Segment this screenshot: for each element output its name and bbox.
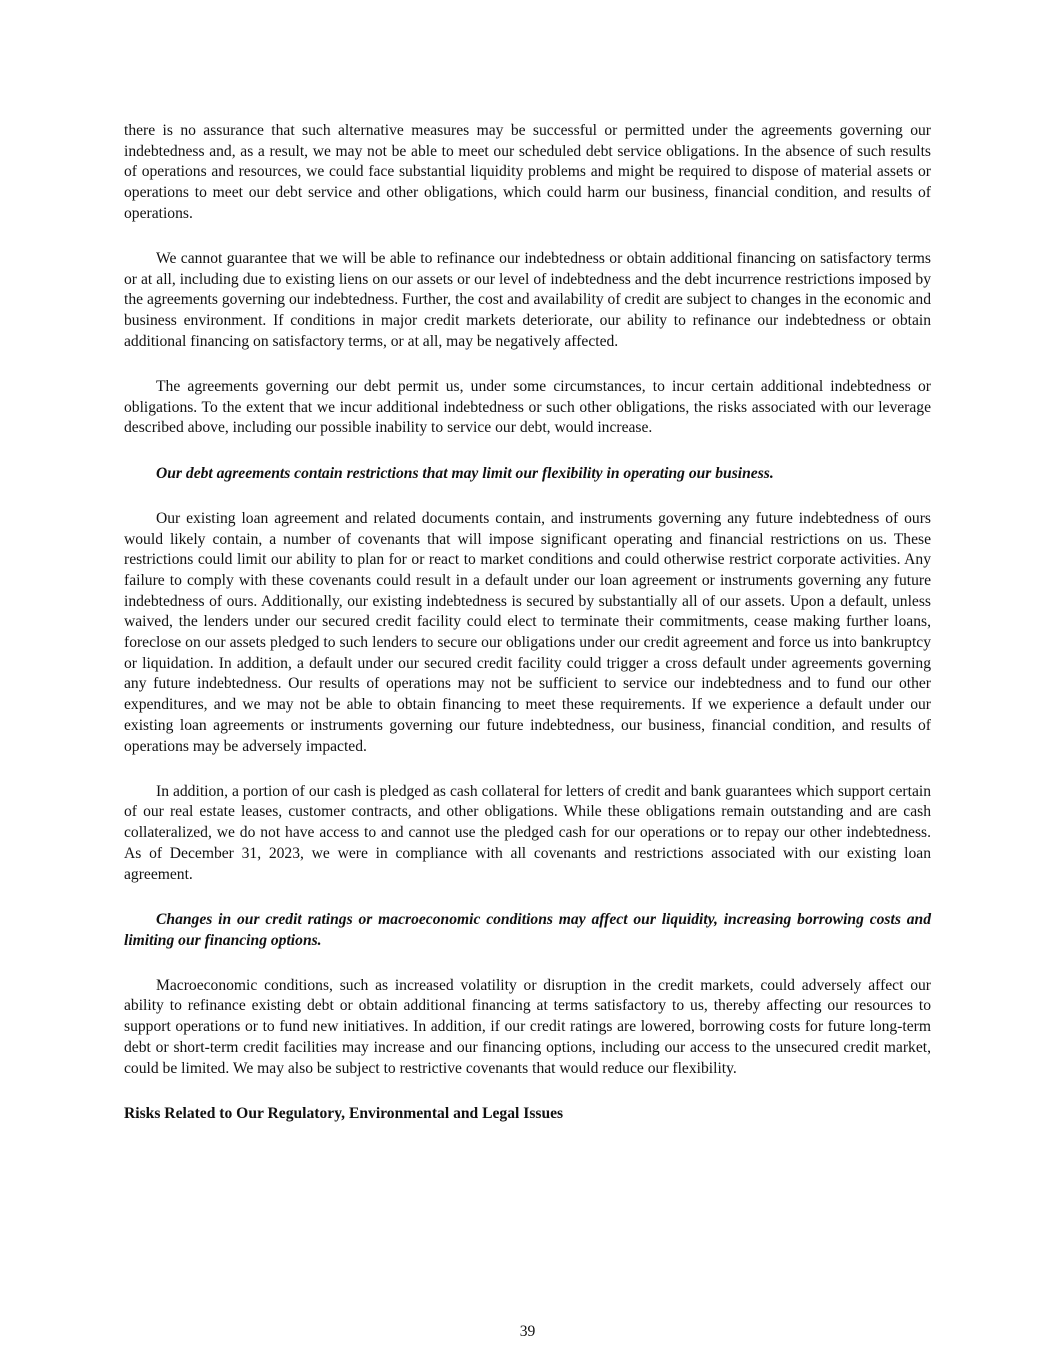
paragraph: We cannot guarantee that we will be able to refinance our indebtedness or obtain additional financing on satisfactory terms or at all, including due to existing liens on our assets or our level of indebtedness and the debt incurrence restrictions imposed by the agreements governing our indebtedness. Further, the cost and availability of credit are subject to changes in the economic and business environment. If conditions in major credit markets deteriorate, our ability to refinance our indebtedness or obtain additional financing on satisfactory terms, or at all, may be negatively affected. xyxy=(124,250,931,350)
paragraph: Our existing loan agreement and related documents contain, and instruments governing any future indebtedness of ours would likely contain, a number of covenants that will impose significant operating and financial restrictions on us. These restrictions could limit our ability to plan for or react to market conditions and could otherwise restrict corporate activities. Any failure to comply with these covenants could result in a default under our loan agreement or instruments governing any future indebtedness of ours. Additionally, our existing indebtedness is secured by substantially all of our assets. Upon a default, unless waived, the lenders under our secured credit facility could elect to terminate their commitments, cease making further loans, foreclose on our assets pledged to such lenders to secure our obligations under our credit agreement and force us into bankruptcy or liquidation. In addition, a default under our secured credit facility could trigger a cross default under agreements governing any future indebtedness. Our results of operations may not be sufficient to service our indebtedness and to fund our other expenditures, and we may not be able to obtain financing to meet these requirements. If we experience a default under our existing loan agreements or instruments governing our future indebtedness, our business, financial condition, and results of operations may be adversely impacted. xyxy=(124,509,931,755)
paragraph: The agreements governing our debt permit us, under some circumstances, to incur certain additional indebtedness or obligations. To the extent that we incur additional indebtedness or such other obligations, the risks associated with our leverage described above, including our possible inability to service our debt, would increase. xyxy=(124,378,931,437)
page-number: 39 xyxy=(519,1323,536,1340)
paragraph: In addition, a portion of our cash is pledged as cash collateral for letters of credit and bank guarantees which support certain of our real estate leases, customer contracts, and other obligations. While these obligations remain outstanding and are cash collateralized, we do not have access to and cannot use the pledged cash for our operations or to repay our other indebtedness. As of December 31, 2023, we were in compliance with all covenants and restrictions associated with our existing loan agreement. xyxy=(124,782,931,883)
subheading: Changes in our credit ratings or macroeconomic conditions may affect our liquidity, increasing borrowing costs and limiting our financing options. xyxy=(124,910,931,949)
paragraph: Macroeconomic conditions, such as increased volatility or disruption in the credit markets, could adversely affect our ability to refinance existing debt or obtain additional financing at terms satisfactory to us, thereby affecting our resources to support operations or to fund new initiatives. In addition, if our credit ratings are lowered, borrowing costs for future long-term debt or short-term credit facilities may increase and our financing options, including our access to the unsecured credit market, could be limited. We may also be subject to restrictive covenants that would reduce our flexibility. xyxy=(124,976,931,1077)
subheading: Our debt agreements contain restrictions that may limit our flexibility in operating our business. xyxy=(156,464,774,482)
document-body xyxy=(124,121,931,1149)
section-heading: Risks Related to Our Regulatory, Environmental and Legal Issues xyxy=(124,1104,564,1122)
paragraph: there is no assurance that such alternative measures may be successful or permitted under the agreements governing our indebtedness and, as a result, we may not be able to meet our scheduled debt service obligations. In the absence of such results of operations and resources, we could face substantial liquidity problems and might be required to dispose of material assets or operations to meet our debt service and other obligations, which could harm our business, financial condition, and results of operations. xyxy=(124,122,931,222)
